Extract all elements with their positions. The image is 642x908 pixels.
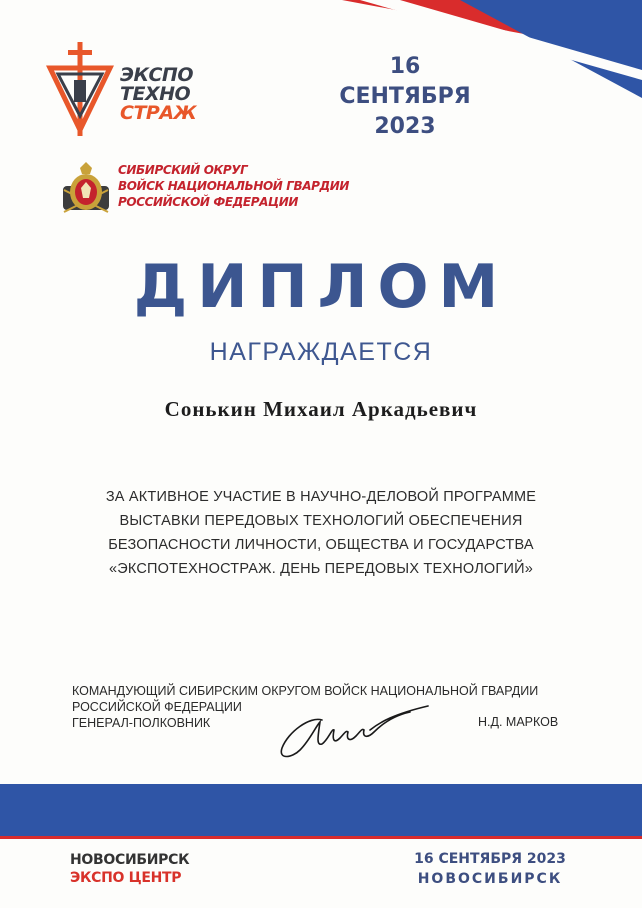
guard-line1: СИБИРСКИЙ ОКРУГ xyxy=(118,163,248,177)
diploma-title: ДИПЛОМ xyxy=(133,252,509,322)
reason-line: ЗА АКТИВНОЕ УЧАСТИЕ В НАУЧНО-ДЕЛОВОЙ ПРОГРАММЕ xyxy=(105,489,537,505)
expo-logo-text xyxy=(120,66,196,123)
guard-line3: РОССИЙСКОЙ ФЕДЕРАЦИИ xyxy=(118,195,299,209)
venue-line1: НОВОСИБИРСК xyxy=(70,852,190,868)
reason-line: «ЭКСПОТЕХНОСТРАЖ. ДЕНЬ ПЕРЕДОВЫХ ТЕХНОЛОГИЙ» xyxy=(109,561,533,577)
signatory-line1: КОМАНДУЮЩИЙ СИБИРСКИМ ОКРУГОМ ВОЙСК НАЦИОНАЛЬНОЙ ГВАРДИИ xyxy=(72,684,539,698)
guard-line2: ВОЙСК НАЦИОНАЛЬНОЙ ГВАРДИИ xyxy=(118,179,350,193)
expo-logo-line3: СТРАЖ xyxy=(120,102,197,124)
event-date-month: СЕНТЯБРЯ xyxy=(339,84,471,109)
blue-stripe xyxy=(0,784,642,836)
awardee-name: Сонькин Михаил Аркадьевич xyxy=(164,397,478,421)
event-date xyxy=(330,52,480,142)
reason-line: ВЫСТАВКИ ПЕРЕДОВЫХ ТЕХНОЛОГИЙ ОБЕСПЕЧЕНИЯ xyxy=(119,513,523,529)
footer-date xyxy=(400,849,580,889)
diploma-subtitle: НАГРАЖДАЕТСЯ xyxy=(209,338,433,366)
signatory-line3: ГЕНЕРАЛ-ПОЛКОВНИК xyxy=(72,716,211,730)
venue-line2: ЭКСПО ЦЕНТР xyxy=(70,870,182,886)
guard-emblem-icon xyxy=(60,160,112,216)
expo-logo-line2: ТЕХНО xyxy=(120,83,191,105)
expo-logo-line1: ЭКСПО xyxy=(120,64,193,86)
event-date-day: 16 xyxy=(389,54,421,79)
signature-icon xyxy=(270,692,440,772)
signatory-name: Н.Д. МАРКОВ xyxy=(478,715,559,729)
guard-title xyxy=(118,162,349,210)
red-stripe xyxy=(0,836,642,839)
sword-shield-icon xyxy=(44,40,116,140)
event-date-year: 2023 xyxy=(374,114,436,139)
footer-city: НОВОСИБИРСК xyxy=(417,871,563,887)
signatory-line2: РОССИЙСКОЙ ФЕДЕРАЦИИ xyxy=(72,700,242,714)
reason-line: БЕЗОПАСНОСТИ ЛИЧНОСТИ, ОБЩЕСТВА И ГОСУДАРСТВА xyxy=(108,537,534,553)
award-reason xyxy=(40,485,602,581)
footer-date-text: 16 СЕНТЯБРЯ 2023 xyxy=(414,851,566,867)
venue-logo xyxy=(70,851,189,887)
